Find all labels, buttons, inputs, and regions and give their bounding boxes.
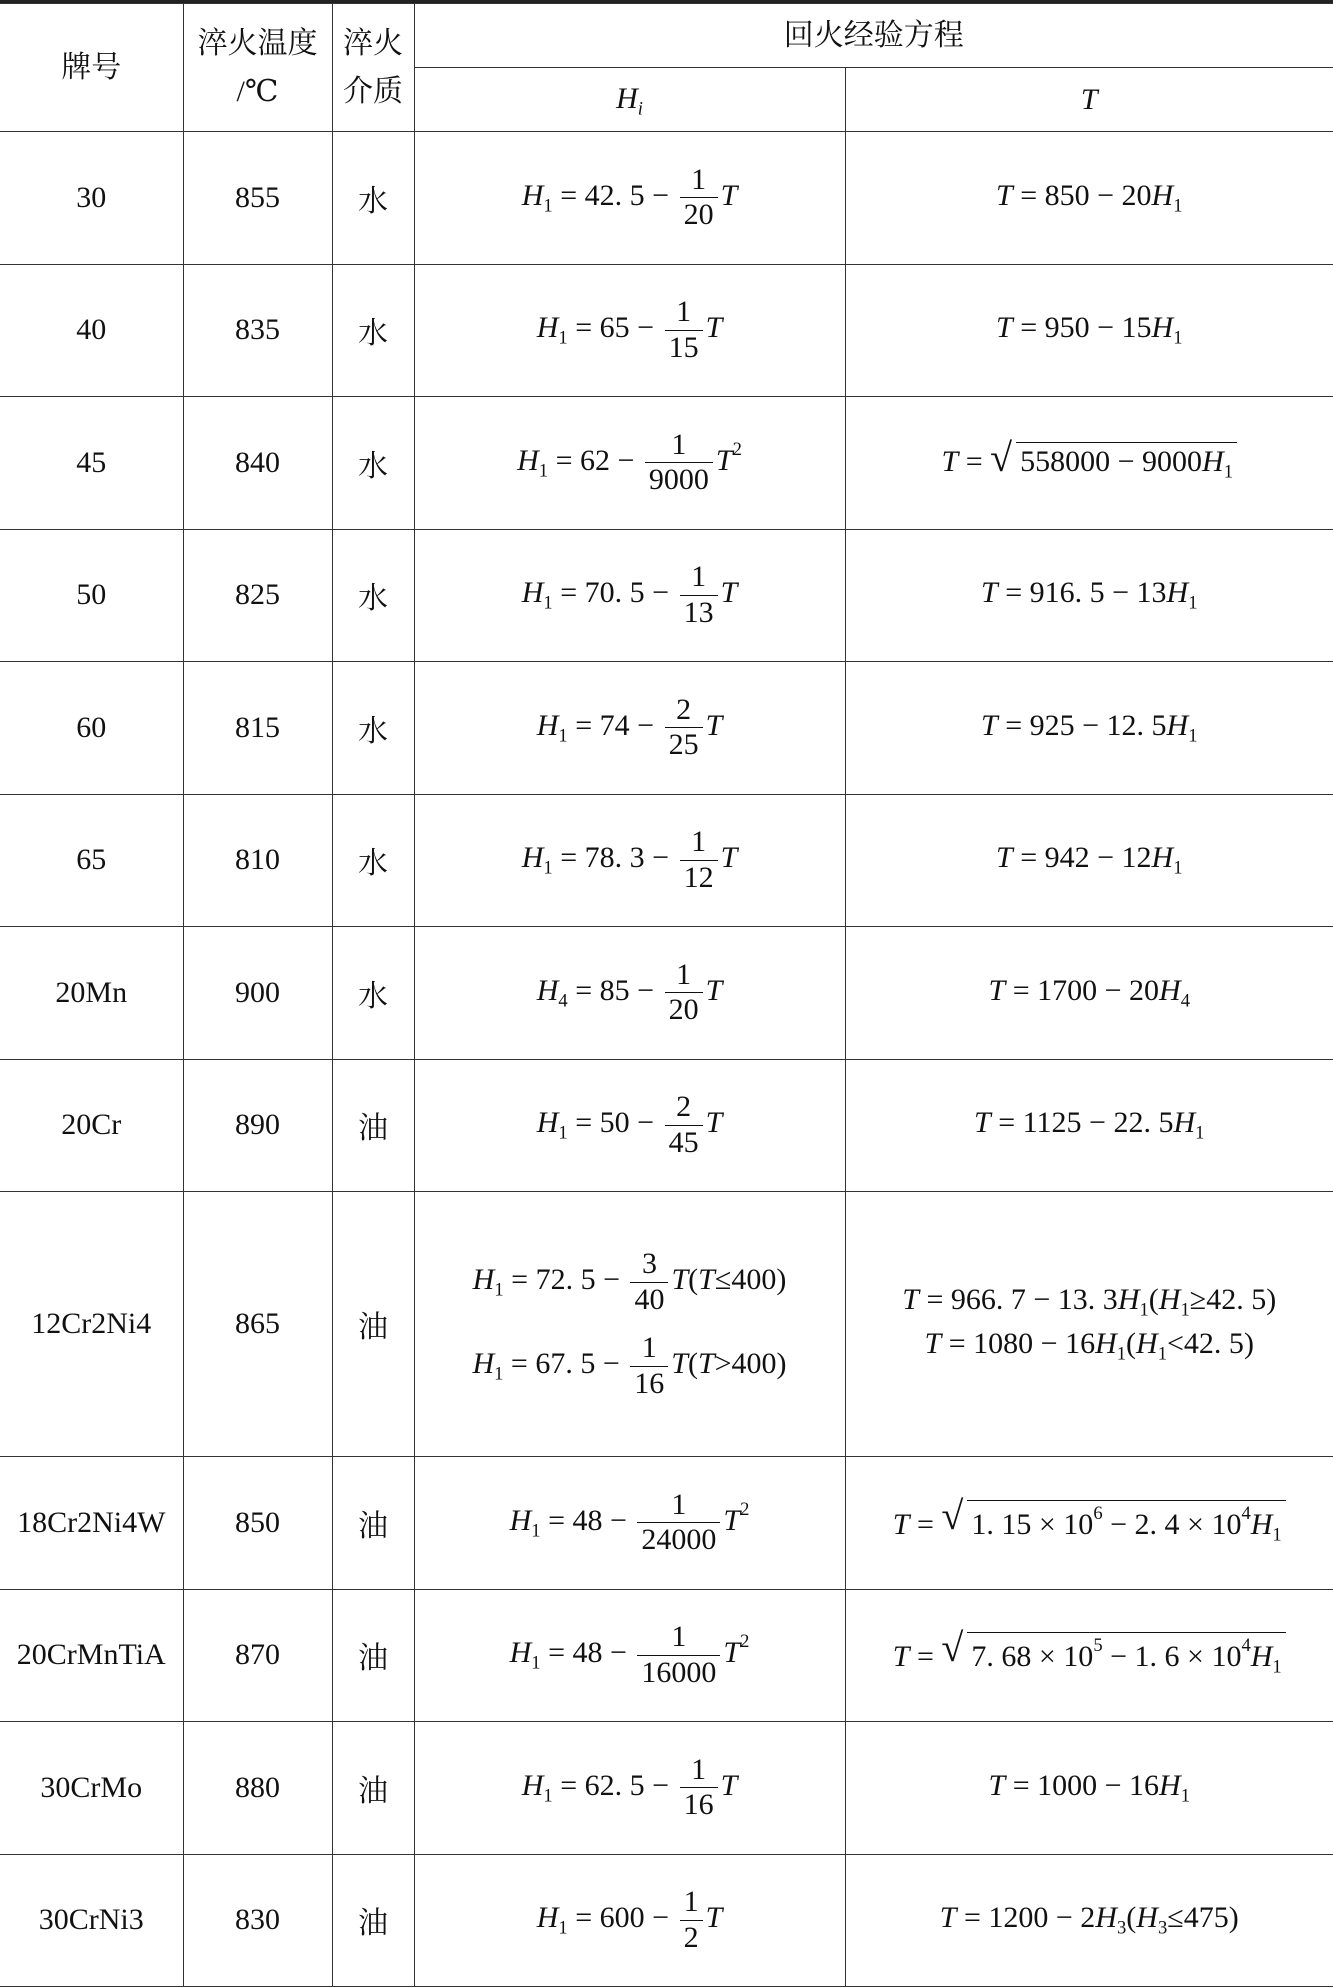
cell-temp: 815	[183, 662, 332, 795]
sqrt-expression: √ 7. $68 \times 10^5 - 1$. $6 \times 10^4H_1$	[941, 1632, 1285, 1678]
cell-t-equation: T = √ 1. $15 \times 10^6 - 2$. $4 \times 10^4H_1$	[845, 1457, 1333, 1590]
cell-temp: 855	[183, 132, 332, 265]
table-row	[0, 397, 1333, 530]
cell-medium: 水	[332, 529, 414, 662]
table-row	[0, 1059, 1333, 1192]
cell-grade: 18Cr2Ni4W	[0, 1457, 183, 1590]
cell-temp: 870	[183, 1589, 332, 1722]
cell-hi-equation: $H_1 = 65$ − $\frac{1}{15}$ T	[414, 264, 845, 397]
cell-hi-equation: $H_1 = 62$. 5 − $\frac{1}{16}$ T	[414, 1722, 845, 1855]
cell-grade: 50	[0, 529, 183, 662]
table-row	[0, 1192, 1333, 1457]
cell-hi-equation: $H_1 = 48$ − $\frac{1}{24000}$ $T^2$	[414, 1457, 845, 1590]
cell-hi-equation: $H_1 = 74$ − $\frac{2}{25}$ T	[414, 662, 845, 795]
cell-medium: 油	[332, 1854, 414, 1987]
table-row	[0, 264, 1333, 397]
cell-t-equation: T = √ $558000 - 9000H_1$	[845, 397, 1333, 530]
cell-t-equation: $T = 1700 - 20H_4$	[845, 927, 1333, 1060]
cell-temp: 850	[183, 1457, 332, 1590]
cell-temp: 890	[183, 1059, 332, 1192]
cell-hi-equation: $H_4 = 85$ − $\frac{1}{20}$ T	[414, 927, 845, 1060]
cell-t-equation: T = 1125 − 22. $5H_1$	[845, 1059, 1333, 1192]
table-row	[0, 1854, 1333, 1987]
header-t: T	[845, 68, 1333, 132]
cell-grade: 20CrMnTiA	[0, 1589, 183, 1722]
cell-temp: 830	[183, 1854, 332, 1987]
table-row	[0, 1722, 1333, 1855]
cell-medium: 水	[332, 264, 414, 397]
cell-hi-equation: $H_1 = 72$. 5 − $\frac{3}{40}$ T(T≤400) $H_1 = 67$. 5 − $\frac{1}{16}$ T(T>400)	[414, 1192, 845, 1457]
cell-grade: 45	[0, 397, 183, 530]
cell-grade: 65	[0, 794, 183, 927]
cell-t-equation: T = 966. 7 − 13. $3H_1(H_1\ge 42$. 5) $T = 1080 - 16H_1(H_1<42$. 5)	[845, 1192, 1333, 1457]
cell-grade: 20Cr	[0, 1059, 183, 1192]
cell-grade: 30	[0, 132, 183, 265]
cell-hi-equation: $H_1 = 78$. 3 − $\frac{1}{12}$ T	[414, 794, 845, 927]
cell-t-equation: T = 916. $5 - 13H_1$	[845, 529, 1333, 662]
cell-temp: 810	[183, 794, 332, 927]
cell-medium: 水	[332, 794, 414, 927]
cell-temp: 825	[183, 529, 332, 662]
header-quench-temp: 淬火温度 /℃	[183, 4, 332, 132]
cell-temp: 880	[183, 1722, 332, 1855]
cell-hi-equation: $H_1 = 62$ − $\frac{1}{9000}$ $T^2$	[414, 397, 845, 530]
cell-t-equation: $T = 950 - 15H_1$	[845, 264, 1333, 397]
cell-hi-equation: $H_1 = 50$ − $\frac{2}{45}$ T	[414, 1059, 845, 1192]
cell-medium: 水	[332, 662, 414, 795]
cell-t-equation: $T = 942 - 12H_1$	[845, 794, 1333, 927]
cell-grade: 30CrNi3	[0, 1854, 183, 1987]
header-tempering-equation: 回火经验方程	[414, 4, 1333, 68]
cell-medium: 油	[332, 1722, 414, 1855]
cell-t-equation: $T = 1200 - 2H_3(H_3\le 475)$	[845, 1854, 1333, 1987]
table-row	[0, 794, 1333, 927]
cell-grade: 20Mn	[0, 927, 183, 1060]
cell-grade: 12Cr2Ni4	[0, 1192, 183, 1457]
cell-hi-equation: $H_1 = 42$. 5 − $\frac{1}{20}$ T	[414, 132, 845, 265]
cell-t-equation: T = √ 7. $68 \times 10^5 - 1$. $6 \times 10^4H_1$	[845, 1589, 1333, 1722]
cell-temp: 900	[183, 927, 332, 1060]
table-row	[0, 927, 1333, 1060]
cell-temp: 840	[183, 397, 332, 530]
cell-grade: 40	[0, 264, 183, 397]
cell-t-equation: $T = 1000 - 16H_1$	[845, 1722, 1333, 1855]
table-row	[0, 529, 1333, 662]
cell-medium: 油	[332, 1589, 414, 1722]
cell-t-equation: $T = 850 - 20H_1$	[845, 132, 1333, 265]
cell-hi-equation: $H_1 = 48$ − $\frac{1}{16000}$ $T^2$	[414, 1589, 845, 1722]
cell-medium: 油	[332, 1192, 414, 1457]
cell-medium: 油	[332, 1059, 414, 1192]
sqrt-expression: √ 1. $15 \times 10^6 - 2$. $4 \times 10^4H_1$	[941, 1500, 1285, 1546]
cell-hi-equation: $H_1 = 70$. 5 − $\frac{1}{13}$ T	[414, 529, 845, 662]
cell-medium: 水	[332, 927, 414, 1060]
cell-hi-equation: $H_1 = 600$ − $\frac{1}{2}$ T	[414, 1854, 845, 1987]
sqrt-expression: √ $558000 - 9000H_1$	[990, 442, 1237, 484]
table-row	[0, 1589, 1333, 1722]
tempering-equation-table	[0, 3, 1333, 1987]
table-row	[0, 1457, 1333, 1590]
cell-medium: 水	[332, 397, 414, 530]
table-row	[0, 662, 1333, 795]
cell-t-equation: T = 925 − 12. $5H_1$	[845, 662, 1333, 795]
cell-grade: 30CrMo	[0, 1722, 183, 1855]
cell-temp: 835	[183, 264, 332, 397]
cell-medium: 油	[332, 1457, 414, 1590]
cell-temp: 865	[183, 1192, 332, 1457]
cell-medium: 水	[332, 132, 414, 265]
header-quench-medium: 淬火 介质	[332, 4, 414, 132]
table-row	[0, 132, 1333, 265]
header-hi: $H_i$	[414, 68, 845, 132]
header-grade: 牌号	[0, 4, 183, 132]
cell-grade: 60	[0, 662, 183, 795]
